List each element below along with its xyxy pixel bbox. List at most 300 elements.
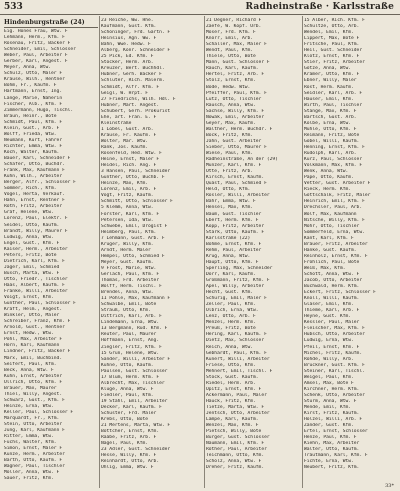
directory-entry: Bock, Fritz, Kfm. bbox=[206, 132, 254, 138]
directory-entry: 3 Hansen, Paul, Schneider bbox=[101, 169, 171, 175]
directory-entry: Hempel, Otto, Schmied F bbox=[101, 253, 165, 259]
directory-entry: Reich, Anna, Wtw. bbox=[206, 344, 254, 350]
directory-entry: Jung, Karl, Kaufmann F bbox=[4, 428, 65, 434]
directory-entry: Eckert, Fritz, Schlosser F bbox=[304, 290, 376, 296]
directory-entry: Möller, Anna, Wtw. F bbox=[4, 470, 60, 476]
directory-entry: Ebner, Willy, Maler bbox=[304, 78, 357, 84]
directory-entry: Zimmermann, Hugo, Tischl. bbox=[4, 107, 74, 113]
directory-entry: Berger, Alfr., Schlosser F bbox=[4, 180, 76, 186]
directory-entry: Geigl, W. Hrpt. F bbox=[101, 90, 149, 96]
directory-entry: Gebhardt, Paul, Kfm. F bbox=[206, 350, 267, 356]
directory-entry: Wendel, Emil, Kfm. bbox=[304, 30, 354, 36]
directory-entry: Riedel, Herm. Arb. bbox=[206, 380, 256, 386]
directory-entry: Sander, Willi, Arbeiter F bbox=[101, 356, 171, 362]
directory-entry: Hauck, Fritz, Kfm. bbox=[206, 398, 256, 404]
directory-entry: 19 Stahl, Emil, Arbeiter bbox=[101, 398, 168, 404]
directory-entry: Reinholz, Ernst, Kfm. F bbox=[304, 253, 368, 259]
directory-entry: Bauer, Karl, Schneider F bbox=[4, 155, 71, 161]
directory-entry: Ackermann, Paul, Maler bbox=[206, 392, 267, 398]
directory-entry: Kaufmann, Gust. Kfm. bbox=[101, 24, 157, 30]
directory-entry: Gerber, Karl, Angest. F bbox=[4, 59, 68, 65]
directory-entry: 7 Lehmann, Gust. Arb. F bbox=[101, 235, 165, 241]
directory-entry: Vetter, Gust. Arbeiter F bbox=[304, 181, 371, 187]
directory-entry: Zander, Gust. Kfm. bbox=[304, 423, 354, 429]
directory-entry: Krug, Anna, Wtw. bbox=[206, 253, 251, 259]
directory-entry: Engel, Gust., Kfm. F bbox=[4, 240, 60, 246]
directory-entry: Ebert, Herm. Kfm. F bbox=[206, 217, 259, 223]
directory-entry: Henze, Paul, Kfm. F bbox=[304, 435, 357, 441]
directory-entry: Wolter, Mar. Wtw. bbox=[101, 138, 149, 144]
directory-entry: Tietze, Marta, Wtw. F bbox=[206, 405, 265, 410]
directory-entry: Stange, Max, Kfm. F bbox=[304, 108, 357, 114]
directory-entry: Fuchs, Walter, Kfm. bbox=[4, 440, 57, 446]
directory-entry: Olbrich, Erna, Wtw. bbox=[206, 308, 259, 314]
directory-entry: Heine, Ernst, Maler F bbox=[101, 157, 160, 163]
directory-entry: Jentsch, Otto, Arbeiter bbox=[206, 411, 270, 417]
directory-entry: Frank, Max, Kaufmann F bbox=[4, 168, 65, 174]
directory-entry: Schultze, Otto, Arb. bbox=[304, 24, 360, 30]
directory-entry: Winkler, Otto, Maler bbox=[4, 313, 60, 319]
directory-entry: Wenk, Anna, Wtw. bbox=[304, 169, 349, 175]
directory-entry: Schäfer, Otto, Buchdr. bbox=[4, 162, 65, 168]
page-header bbox=[0, 0, 400, 15]
directory-entry: Arnold, Gust., Rentner bbox=[4, 325, 65, 331]
directory-entry: Quast, Paul, Schmied F bbox=[206, 181, 267, 187]
directory-entry: Kopp, Fritz, Arbeiter bbox=[206, 223, 265, 229]
directory-entry: Hoffmann, Ernst, Ang. bbox=[101, 338, 160, 344]
directory-entry: Steiner, Karl, Tischl. bbox=[304, 368, 365, 374]
directory-entry: Schenk, Otto, Arbeiter bbox=[304, 392, 365, 398]
directory-entry: Heinze, Max, Kfm. bbox=[101, 181, 149, 187]
resident-list bbox=[304, 18, 396, 472]
directory-entry: Hauser, Emil, Kfm. bbox=[304, 96, 354, 102]
directory-entry: Brauer, Max, Maurer bbox=[4, 385, 57, 391]
directory-entry: Pohl, Max, Arbeiter F bbox=[4, 337, 63, 343]
directory-entry: Dietz, Max, Schlosser bbox=[206, 338, 265, 344]
directory-entry: Fichte, Erna, Wtw. bbox=[304, 459, 354, 465]
directory-entry: Menzel, Herm. Kfm. bbox=[206, 320, 256, 326]
directory-entry: Sieber, Otto, Maurer F bbox=[206, 144, 267, 150]
directory-entry: Meyer, Gust. Kaufm. bbox=[101, 259, 154, 265]
directory-entry: Götze, Anna, Wtw. bbox=[304, 66, 352, 72]
directory-entry: Kessler, Paul, Maler bbox=[304, 320, 360, 326]
directory-entry: Dietrich, Karl, Kfm. F bbox=[4, 258, 65, 264]
directory-entry: Seifert, Paul, Kfm. bbox=[4, 361, 57, 367]
directory-entry: Radheinstraße, An der (29) bbox=[206, 157, 278, 163]
directory-entry: Franke, Willi, Arbeiter bbox=[4, 289, 68, 295]
directory-entry: Rösler, Willi, Arbeiter bbox=[206, 193, 270, 199]
directory-entry: Preuß, Fritz, Bote bbox=[206, 326, 256, 332]
directory-entry: Brendel, Anna, Wtw. bbox=[101, 290, 154, 296]
directory-entry: Beck, Anna, Wtw. F bbox=[4, 367, 54, 373]
directory-entry: Haas, Albert, Kaufm. F bbox=[4, 282, 65, 288]
street-heading: Hindenburgstraße (24) bbox=[4, 19, 98, 28]
directory-entry: Schmidt, Paul, Kfm. F bbox=[4, 119, 63, 125]
directory-entry: Schuster, Frd. Maler bbox=[101, 411, 157, 417]
directory-entry: Rudolph, Karl, Arb. bbox=[304, 151, 357, 157]
directory-entry: Stöcker, Herm. Arb. bbox=[101, 60, 154, 66]
directory-entry: Hahn, Ernst, Rentner F bbox=[4, 198, 65, 204]
directory-entry: Amsel, Max, Bote F bbox=[304, 380, 354, 386]
directory-entry: 15 Alber, Rich. Kfm. F bbox=[304, 18, 365, 23]
directory-entry: Sauer, Fritz, Kfm. bbox=[4, 476, 54, 482]
directory-entry: Weber, Paul, Arbeiter F bbox=[4, 53, 68, 59]
directory-entry: Wagner, Paul, Tischler bbox=[4, 464, 65, 470]
directory-entry: Reinhardt, Otto, Arb. bbox=[101, 459, 160, 465]
directory-entry: Mehnert, Emil, Tischl. F bbox=[206, 368, 273, 374]
directory-entry: Lorenz, Emil, Arb. F bbox=[101, 187, 157, 193]
directory-entry: Krüger, Willy, Kfm. bbox=[101, 241, 154, 247]
directory-entry: Fröhlich, Paul, Bote bbox=[304, 259, 360, 265]
directory-entry: Drechsler, Paul, Arb. bbox=[304, 205, 363, 211]
directory-entry: Uhlig, Emma, Wtw. F bbox=[101, 465, 154, 471]
directory-entry: Karlsstraße (22) bbox=[206, 235, 251, 241]
directory-entry: Schurig, Emil, Maler F bbox=[206, 296, 267, 302]
directory-entry: Alberg, Konr. Schneider F bbox=[101, 48, 171, 54]
directory-entry: 1 Löbel, Gust. Arb. bbox=[101, 126, 154, 132]
directory-entry: Gerlach, Paul, Kfm. F bbox=[101, 271, 160, 277]
directory-entry: Kiehn, Max, Arbeiter bbox=[304, 441, 360, 447]
directory-entry: Sturm, Anna, Wtw. F bbox=[304, 398, 357, 404]
directory-entry: Heinrich, Emil, Kfm. F bbox=[304, 199, 365, 205]
column-3 bbox=[206, 18, 301, 488]
directory-entry: Hübsch, Otto, Arbeiter bbox=[304, 332, 365, 338]
directory-entry: Schlüter, Rich. Malerm. bbox=[101, 78, 165, 84]
directory-entry: 25 Pick, Ed. Kfm. F bbox=[101, 54, 154, 60]
directory-entry: Rother, Paul, Arbeiter bbox=[206, 447, 267, 453]
directory-entry: Braun, Heinr., Bote bbox=[4, 113, 57, 119]
directory-entry: Heinsius, Agn. Ww. F bbox=[101, 36, 157, 42]
directory-entry: Sommerfeld, Erna, Wtw. bbox=[304, 229, 365, 235]
directory-entry: 5 Klemm, Anna, Wtw. bbox=[101, 205, 154, 211]
directory-entry: Barth, Otto, Kaufm. F bbox=[4, 458, 63, 464]
directory-entry: Förster, Karl, Kfm. F bbox=[101, 211, 160, 217]
directory-entry: Hecht, Gust. Kfm. bbox=[206, 290, 254, 296]
directory-entry: Baum, Gust. Tischler bbox=[206, 211, 262, 217]
directory-entry: Knorr, Emil, Arb. bbox=[206, 36, 254, 42]
directory-entry: Mühle, Otto, Kfm. F bbox=[304, 126, 357, 132]
directory-entry: Strauß, Otto, Kfm. bbox=[101, 308, 151, 314]
directory-entry: Friese, Otto, Kfm. bbox=[206, 362, 256, 368]
directory-entry: Albrecht, Max, Tischler bbox=[101, 380, 165, 386]
directory-entry: Ritter, Emma, Wtw. bbox=[4, 434, 54, 440]
directory-entry: Peters, Fritz, Bote bbox=[4, 252, 57, 258]
directory-entry: Koch, Walter, Kaufm. bbox=[4, 149, 60, 155]
directory-entry: Neubert, Fritz, Kfm. bbox=[304, 465, 360, 471]
directory-entry: Lange, Marie, Näherin bbox=[4, 95, 63, 101]
directory-entry: Vogt, Fritz, Kaufm. bbox=[101, 193, 154, 199]
directory-entry: Kluge, Anna, Wtw. F bbox=[101, 386, 154, 392]
page-number: 533 bbox=[4, 2, 23, 12]
directory-entry: Heyne, Gust. Kfm. bbox=[304, 314, 352, 320]
directory-entry: Bahn, Wwe. Hedw. F bbox=[101, 42, 151, 48]
directory-entry: Weigel, Paul, Kfm. bbox=[304, 374, 354, 380]
directory-entry: 27 Friedrichs, Wilh. Hdl. F bbox=[101, 96, 176, 102]
directory-entry: Böhme, Ernst, Kfm. F bbox=[206, 241, 262, 247]
directory-entry: Trautmann, Karl, Kfm. F bbox=[304, 453, 368, 459]
directory-entry: Ullrich, Otto, Kfm. F bbox=[4, 379, 63, 385]
directory-entry: Opitz, Ernst, Kfm. F bbox=[206, 386, 262, 392]
directory-entry: Keller, Paul, Schlosser F bbox=[4, 409, 74, 415]
directory-entry: Schreiber, Franz, Kfm. F bbox=[4, 319, 71, 325]
directory-entry: Kirsch, Ernst, Kaufm. bbox=[206, 175, 265, 181]
directory-entry: Nowak, Emil, Arbeiter bbox=[206, 114, 265, 120]
directory-entry: 13 Bergmann, Rud. Kfm. F bbox=[101, 326, 168, 332]
directory-entry: Buchwald, Herm. Kfm. bbox=[304, 284, 360, 290]
directory-entry: Wolf, Max, Kaufmann bbox=[304, 211, 357, 217]
directory-entry: Thomas, Frd. Arbeiter bbox=[101, 278, 160, 284]
directory-entry: Fritsche, Paul, Kfm. bbox=[304, 42, 360, 48]
directory-entry: Ludwig, Erna, Wtw. bbox=[304, 338, 354, 344]
directory-entry: Roth, Fritz, Arbeiter bbox=[4, 204, 63, 210]
directory-entry: Stolz, Ernst, Kfm. bbox=[206, 78, 256, 84]
directory-entry: Günther, Paul, Schlosser F bbox=[4, 301, 76, 307]
directory-entry: 15 Grün, Helene, Wtw. bbox=[101, 350, 160, 356]
directory-entry: Rank, Jos. Kaufm. bbox=[101, 144, 149, 150]
directory-entry: Rohde, Willy, Arb. bbox=[304, 356, 354, 362]
directory-entry: Arndt, Herm. Maler bbox=[101, 247, 151, 253]
directory-entry: Brandt, Willy, Maurer F bbox=[4, 228, 68, 234]
directory-entry: Pietsch, Willy, Bote bbox=[206, 429, 262, 435]
directory-entry: Ziegler, Fritz, Kfm. F bbox=[101, 344, 162, 350]
directory-entry: Decker, Karl, Kaufm. F bbox=[101, 405, 162, 410]
directory-entry: Stein, Otto, Arbeiter bbox=[4, 422, 63, 428]
directory-entry: Reimann, Fritz, Bote bbox=[304, 132, 360, 138]
directory-entry: Pfeil, Ernst, Kfm. F bbox=[304, 344, 360, 350]
directory-entry: Jahn, Gust. Arbeiter bbox=[206, 138, 262, 144]
directory-entry: Otte, Fritz, Arb. bbox=[206, 169, 254, 175]
directory-entry: Hertel, Fritz, Arb. F bbox=[206, 72, 265, 78]
column-rule bbox=[204, 16, 205, 488]
directory-entry: Klein, Gust., Arb. F bbox=[4, 125, 60, 131]
directory-entry: Sommer, Rich., Kfm. bbox=[4, 186, 57, 192]
directory-entry: Jacob, Otto, Arbeiter bbox=[304, 278, 363, 284]
directory-entry: Schmidt, Alfr. Kfm. F bbox=[101, 84, 160, 90]
directory-entry: Vogel, Herta, Verkäuf. bbox=[4, 192, 65, 198]
directory-entry: Fiedler, Paul, Kfm. bbox=[101, 392, 154, 398]
directory-entry: Stier, Fritz, Arbeiter bbox=[304, 60, 365, 66]
directory-entry: Lindner, Fritz, Bäcker F bbox=[4, 349, 71, 355]
directory-entry: Wolff, Herm. Tischl. F bbox=[101, 284, 162, 290]
column-2 bbox=[101, 18, 203, 488]
directory-entry: Gottschalk, Fritz, Maler bbox=[304, 193, 371, 199]
directory-entry: Wendt, Paul, Kfm. bbox=[206, 48, 254, 54]
directory-entry: Hering, Karl, Kaufm. F bbox=[206, 332, 267, 338]
directory-entry: Hölzel, Willi, Arb. F bbox=[304, 417, 363, 423]
directory-entry: Otto, Friedr., Tischler bbox=[4, 276, 68, 282]
directory-entry: 11 Pohle, Max, Kaufmann F bbox=[101, 296, 171, 302]
directory-entry: Bartsch, Gust. Arb. bbox=[304, 114, 357, 120]
directory-entry: 23 Reiche, Ww. Hhe. bbox=[101, 18, 154, 23]
directory-entry: Walther, Herm. Buchdr. F bbox=[206, 126, 273, 132]
directory-entry: Großmann, Fritz, Kfm. F bbox=[206, 278, 270, 284]
directory-entry: Kurz, Paul, Schlosser bbox=[304, 157, 363, 163]
directory-entry: Kirchner, Herm. Kfm. bbox=[304, 386, 360, 392]
directory-entry: Pfeiffer, Paul, Kfm. F bbox=[206, 90, 267, 96]
directory-entry: Rauch, Karl, Kaufm. bbox=[206, 66, 259, 72]
directory-entry: Lippert, Max, Bote F bbox=[304, 36, 360, 42]
directory-entry: Lenz, Otto, Arb. F bbox=[206, 314, 256, 320]
directory-entry: Schwebe, Emil, Drogist F bbox=[101, 223, 168, 229]
directory-entry: Krebs, Otto, Bote bbox=[101, 417, 149, 423]
directory-entry: Kolbe, Erna, Wtw. bbox=[304, 120, 352, 126]
directory-entry: Hübner, Mart. Angest. bbox=[101, 102, 160, 108]
directory-entry: Schmitt, Otto, Schlosser F bbox=[101, 199, 173, 205]
directory-entry: Eig. Hönes Frau, Wtw. F bbox=[4, 29, 68, 34]
directory-entry: Haupt, Otto, Kfm. F bbox=[206, 259, 259, 265]
directory-entry: Thieme, Karl, Arb. F bbox=[304, 308, 360, 314]
directory-entry: Hübner, Gerh. Bäcker F bbox=[101, 72, 162, 78]
directory-entry: Volkmann, Max, Kfm. F bbox=[304, 163, 363, 169]
directory-entry: Kreuzer, Bert. Buchhdl. bbox=[101, 66, 165, 72]
directory-entry: Stock, Gust. Kaufm. bbox=[206, 374, 259, 380]
directory-entry: Krause, Fr. Kaufm. F bbox=[101, 132, 157, 138]
directory-entry: 23 Adler, Gust. Schneider bbox=[101, 447, 171, 453]
directory-entry: Ehe, art. Fran. E. F bbox=[101, 114, 157, 120]
directory-entry: Lindemann, Erna, Wtw. bbox=[101, 320, 160, 326]
directory-entry: Rosenfeld, Hed. Wtw. F bbox=[101, 151, 162, 157]
directory-entry: Held, Otto, Kfm. bbox=[206, 187, 251, 193]
directory-entry: Walter, Otto, Kaufm. bbox=[304, 447, 360, 453]
directory-entry: Marx, Emil, Buchbind. bbox=[4, 355, 63, 361]
directory-entry: Kramer, Otto, Kfm. F bbox=[304, 72, 360, 78]
directory-entry: Lutz, Otto, Tischler bbox=[206, 96, 262, 102]
directory-entry: Göbel, Willi, Kaufm. bbox=[304, 138, 360, 144]
directory-entry: Schubert, Gerh. Prokurist bbox=[101, 108, 171, 114]
directory-entry: Reuter, Paul, Maurer bbox=[101, 332, 157, 338]
directory-entry: Dittrich, Karl, Arb. F bbox=[101, 314, 162, 320]
directory-entry: Neumann, Kurt, Fahrer bbox=[4, 137, 63, 143]
directory-entry: Münzer, Karl, Kfm. F bbox=[206, 163, 262, 169]
directory-entry: Fischer, Alb., Kfm. F bbox=[4, 101, 63, 107]
directory-entry: Jäger, Emil, Schmied bbox=[4, 264, 60, 270]
directory-entry: Schneider, Emil, Schlosser bbox=[4, 47, 76, 53]
directory-entry: Mende, Emil, Kfm. bbox=[304, 405, 352, 410]
directory-entry: Raabe, Fritz, Arb. F bbox=[101, 435, 157, 441]
directory-entry: Moser, Frd. Kfm. F bbox=[206, 30, 256, 36]
directory-entry: Böttcher, Ernst, Kfm. bbox=[101, 429, 160, 435]
directory-entry: Voigt, Ernst, Kfm. bbox=[4, 295, 54, 301]
directory-entry: Heimberg, Paul, Kfm. bbox=[101, 229, 157, 235]
directory-entry: Pape, Otto, Kaufm. bbox=[304, 175, 354, 181]
directory-entry: Simon, Ernst, Maler F bbox=[4, 446, 63, 452]
directory-entry: Henning, Ernst, Kfm. F bbox=[304, 144, 365, 150]
directory-entry: Schott, Anna, Wtw. F bbox=[304, 271, 360, 277]
directory-entry: Hensel, Max, Kfm. bbox=[206, 205, 254, 211]
directory-entry: Petersen, Ida, Wtw. bbox=[101, 217, 154, 223]
directory-entry: Bahr, Emma, Wtw. F bbox=[206, 199, 256, 205]
directory-entry: Zaefe, W. Kopf. Urb. bbox=[206, 24, 262, 30]
directory-entry: Apel, Willy, Arbeiter bbox=[206, 284, 265, 290]
directory-entry: Heidel, Rich. Ang. F bbox=[101, 163, 157, 169]
directory-entry: Thiele, Otto, Bote bbox=[206, 54, 256, 60]
directory-entry: Kühn, Wilh., Arbeiter bbox=[4, 174, 63, 180]
directory-entry: Knoll, Willi, Kaufm. bbox=[304, 296, 360, 302]
directory-entry: Horn, Karl, Kaufmann bbox=[4, 343, 60, 349]
directory-entry: Wiese, Paul, Kfm. bbox=[206, 151, 254, 157]
directory-entry: Kuhn, Ernst, Arbeiter bbox=[4, 373, 63, 379]
directory-entry: Seidler, Karl, Arb. F bbox=[304, 90, 363, 96]
directory-entry: Günther, Otto, Buchb. F bbox=[101, 175, 165, 181]
directory-entry: Hanke, Gust. Kaufm. bbox=[304, 247, 357, 253]
directory-entry: Busch, Marta, Wtw. F bbox=[4, 270, 60, 276]
directory-entry: Ertel, Ernst, Schlosser bbox=[304, 429, 368, 435]
directory-entry: Kunert, Willi, Arbeiter bbox=[206, 356, 270, 362]
directory-entry: Kaiser, Herm., Arbeiter bbox=[4, 246, 68, 252]
directory-entry: Kühne, Otto, Kaufm. bbox=[101, 362, 154, 368]
directory-entry: Sachse, Willy, Kfm. F bbox=[206, 108, 265, 114]
directory-entry: Nagel, Paul, Kfm. bbox=[101, 441, 149, 447]
directory-entry: Hesse, Willy, Kfm. F bbox=[101, 453, 157, 459]
directory-entry: Fleischer, Max, Kfm. F bbox=[304, 326, 365, 332]
directory-entry: 21 Degner, Richard F bbox=[206, 18, 262, 23]
directory-entry: Kant, Karl, Kfm. F bbox=[304, 235, 354, 241]
directory-entry: 9 Frost, Marie, Wtw. bbox=[101, 265, 157, 271]
directory-entry: Graf, Helene, Wtw. bbox=[4, 210, 54, 216]
directory-entry: Mann, Gust. Schlosser F bbox=[206, 60, 270, 66]
directory-entry: Lehmann, Herm., Kfm. F bbox=[4, 35, 65, 41]
directory-entry: Rieck, Herm. Kfm. bbox=[304, 187, 352, 193]
resident-list bbox=[206, 18, 301, 472]
directory-entry: Böhm, Fr., Kaufm. F bbox=[4, 83, 57, 89]
signature-mark: 33* bbox=[385, 483, 394, 489]
directory-entry: Geyer, Max, Kaufm. bbox=[206, 120, 256, 126]
directory-entry: Wirth, Paul, Tischler bbox=[304, 102, 363, 108]
directory-entry: Schwalbe, Emil, Bote bbox=[101, 302, 157, 308]
directory-entry: Ernst, Hedw., Wtw. bbox=[4, 331, 54, 337]
directory-entry: Seidel, Otto, Kaufm. bbox=[4, 222, 60, 228]
directory-entry: Rosenau, Fritz, Bäcker F bbox=[4, 41, 71, 47]
directory-entry: Schaller, Max, Maler F bbox=[206, 42, 267, 48]
column-1 bbox=[4, 18, 98, 488]
directory-entry: 21 Mertens, Marta, Wtw. F bbox=[101, 423, 171, 429]
directory-entry: Stark, Otto, Kaufm. F bbox=[206, 229, 265, 235]
directory-entry: Weiß, Max, Kfm. bbox=[304, 265, 346, 271]
directory-entry: Ludwig, Anna, Wtw. bbox=[4, 234, 54, 240]
directory-entry: Heinze, Erna, Wtw. bbox=[4, 403, 54, 409]
directory-entry: Glaser, Emil, Kfm. bbox=[304, 302, 354, 308]
column-4 bbox=[304, 18, 396, 488]
directory-entry: Meyer, Anna, Wtw. bbox=[4, 65, 52, 71]
directory-entry: Nitsche, Willy, Kfm. F bbox=[304, 217, 365, 223]
directory-entry: Paulsen, Gust. Schlosser bbox=[101, 368, 168, 374]
directory-entry: Hartmann, Ernst, Ing. bbox=[4, 89, 63, 95]
directory-entry: Lorenz, Paul, Elektr. F bbox=[4, 216, 68, 222]
directory-entry: Wolff, Frieda, Wtw. bbox=[4, 131, 57, 137]
directory-entry: Wenzel, Max, Kfm. F bbox=[206, 423, 259, 429]
directory-entry: Kleinstraße bbox=[101, 120, 132, 126]
directory-entry: Rehm, Paul, Arbeiter bbox=[206, 247, 262, 253]
directory-entry: Teichmann, Otto, Kfm. bbox=[206, 453, 265, 459]
directory-entry: Schulz, Otto, Maler F bbox=[4, 71, 63, 77]
directory-entry: Kirst, Fritz, Kaufm. bbox=[304, 411, 360, 417]
directory-entry: Dreher, Fritz, Kaufm. bbox=[206, 465, 265, 471]
column-rule bbox=[302, 16, 303, 488]
directory-entry: Krause, Wilh., Rentner bbox=[4, 77, 65, 83]
directory-entry: Lampe, Karl, Kaufm. bbox=[206, 417, 259, 423]
directory-entry: Scholz, Anna, Wtw. F bbox=[206, 459, 262, 465]
directory-entry: Thiel, Willy, Angest. bbox=[4, 391, 63, 397]
directory-entry: 17 Blum, Herm. Kfm. F bbox=[101, 374, 160, 380]
directory-entry: Bürger, Gust. Schlosser bbox=[206, 435, 270, 441]
directory-entry: Dörr, Karl, Kaufm. bbox=[206, 271, 256, 277]
directory-entry: Zeller, Paul, Kfm. bbox=[206, 302, 256, 308]
directory-entry: Naumann, Emil, Kfm. F bbox=[206, 441, 265, 447]
resident-list bbox=[4, 29, 98, 483]
directory-entry: Rausch, Anna, Wtw. bbox=[206, 102, 256, 108]
resident-list bbox=[101, 18, 203, 472]
directory-entry: Marquardt, Fr., Kfm. bbox=[4, 416, 60, 421]
